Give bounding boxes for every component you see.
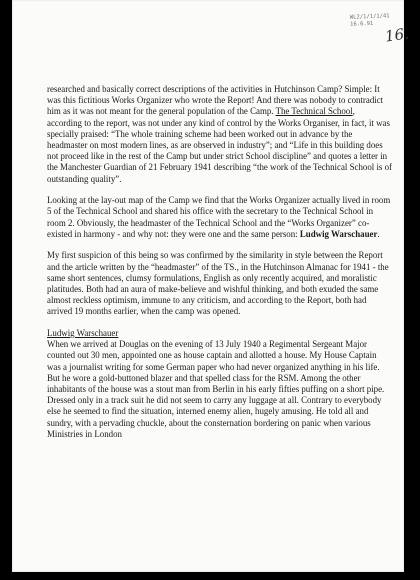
body-text bbox=[47, 84, 392, 450]
bold-name: Ludwig Warschauer bbox=[299, 228, 378, 239]
stamp-line-2: 16.6.91 bbox=[350, 20, 374, 28]
stamp-line-1: WL2/1/1/1/41 bbox=[349, 13, 390, 21]
paragraph-4: Ludwig Warschauer When we arrived at Douglas on the evening of 13 July 1940 a Regimental Sergeant Major counted out 30 men, appointed one as house captain and allotted a house. My House Captain was a journalist writing for some German paper who had never organized anything in his life. But he wore a gold-buttoned blazer and that spelled class for the RSM. Among the other inhabitants of the house was a stout man from Berlin in his early fifties puffing on a short pipe. Dressed only in a track suit he did not seem to carry any luggage at all. Contrary to everybody else he seemed to find the situation, interned enemy alien, hugely amusing. He told all and sundry, with a pervading chuckle, about the consternation bordering on panic when various Ministries in London bbox=[47, 328, 392, 440]
archive-stamp bbox=[350, 13, 390, 28]
paragraph-2: Looking at the lay-out map of the Camp we find that the Works Organizer actually lived in room 5 of the Technical School and shared his office with the secretary to the Technical School in room 2. Obviously, the headmaster of the Technical School and the “Works Organizer” co-existed in harmony - and why not: they were one and the same person: Ludwig Warschauer. bbox=[47, 195, 391, 239]
page-number: 16. bbox=[383, 24, 410, 46]
section-heading: Ludwig Warschauer bbox=[47, 328, 119, 339]
paragraph-1: researched and basically correct descriptions of the activities in Hutchinson Camp? Simple: It was this fictitious Works Organizer who wrote the Report! And there was nobody to contradict him as it was not meant for the general population of the Camp. The Technical School, according to the report, was not under any kind of control by the Works Organiser, in fact, it was specially praised: “The whole training scheme had been worked out in advance by the headmaster on most modern lines, as are observed in industry”; and “Life in this building does not proceed like in the rest of the Camp but under strict School discipline” and quotes a letter in the Manchester Guardian of 21 February 1941 describing “the work of the Technical School is of outstanding quality”. bbox=[47, 84, 392, 184]
technical-school-underlined: The Technical School bbox=[275, 106, 353, 117]
paragraph-3: My first suspicion of this being so was confirmed by the similarity in style between the Report and the article written by the “headmaster” of the TS., in the Hutchinson Almanac for 1941 - the same short sentences, clumsy formulations, English as only recently acquired, and moralistic platitudes. Both had an aura of make-believe and wishful thinking, and both exuded the same almost reckless optimism, immune to any criticism, and according to the Report, both had arrived 19 months earlier, when the camp was opened. bbox=[47, 250, 389, 317]
